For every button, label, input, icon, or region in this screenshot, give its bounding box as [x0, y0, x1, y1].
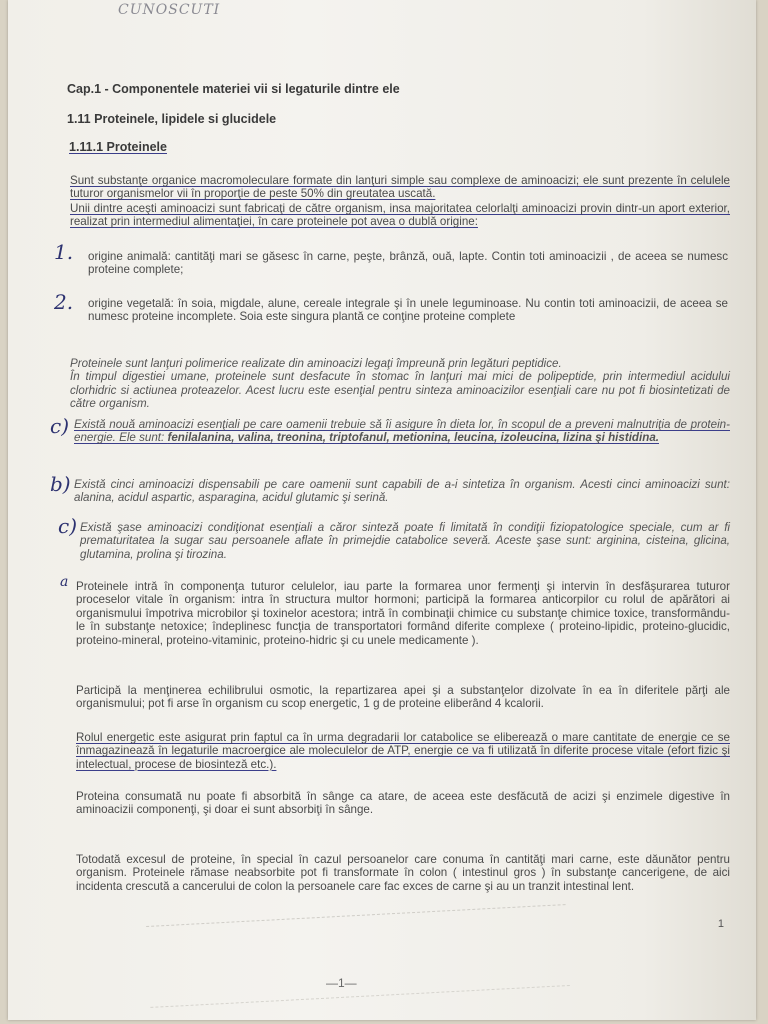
chapter-title: Cap.1 - Componentele materiei vii si legaturile dintre ele	[67, 82, 400, 96]
marker-4: b)	[50, 472, 71, 496]
page-number: 1	[717, 918, 724, 930]
paragraph-excess: Totodată excesul de proteine, în special în cazul persoanelor care conuma în cantităţi mari carne, este dăunător pentru organism. Proteinele rămase neabsorbite pot fi transformate în colon ( intestinul gros ) în substanţe cancerigene, de aici incidenta crescută a cancerului de colon la persoanele care fac exces de carne şi au un tranzit intestinal lent.	[76, 853, 730, 893]
section-title: 1.11 Proteinele, lipidele si glucidele	[67, 112, 277, 126]
subsection-title: 1.11.1 Proteinele	[69, 140, 167, 154]
paragraph-animal-origin: origine animală: cantităţi mari se găsesc în carne, peşte, brânză, ouă, lapte. Contin toti aminoacizii , de aceea se numesc proteine complete;	[88, 250, 728, 277]
marker-5: c)	[58, 514, 78, 538]
paragraph-osmotic: Participă la menţinerea echilibrului osmotic, la repartizarea apei şi a substanţelor dizolvate în ea în diferitele părţi ale organismului; pot fi arse în organism cu scop energetic, 1 g de proteine eliberând 4 kcalorii.	[76, 684, 730, 711]
paragraph-origin: Unii dintre aceşti aminoacizi sunt fabricaţi de către organism, insa majoritatea celorlalţi aminoacizi provin dintr-un aport exterior, realizat prin intermediul alimentaţiei, în care proteinele pot avea o dublă origine:	[70, 202, 730, 229]
handwritten-header: CUNOSCUTI	[118, 2, 221, 18]
marker-3: c)	[50, 414, 70, 438]
paragraph-energy-role: Rolul energetic este asigurat prin faptul ca în urma degradarii lor catabolice se eliberează o mare cantitate de energie ce se înmagazinează în legaturile macroergice ale moleculelor de ATP, energie ce va fi utilizată în diferite procese vitale (efort fizic şi intelectual, procese de biosinteză etc.).	[76, 731, 730, 771]
paragraph-cell-components: Proteinele intră în componenţa tuturor celulelor, iau parte la formarea unor fermenţi şi intervin în desfăşurarea tuturor proceselor vitale în organism: intra în structura multor hormoni; participă la formarea anticorpilor cu rolul de apărători ai organismului împotriva microbilor şi toxinelor acestora; intră în combinaţii chimice cu substanţe chimice toxice, transformându-le în substanţe netoxice; îndeplinesc funcţia de transportatori formând diferite complexe ( proteino-lipidic, proteino-glucidic, proteino-mineral, proteino-vitaminic, proteino-hidric şi cu unele medicamente ).	[76, 580, 730, 647]
faint-handwriting	[146, 904, 570, 1008]
paragraph-vegetal-origin: origine vegetală: în soia, migdale, alune, cereale integrale şi în unele leguminoase. Nu contin toti aminoacizii, de aceea se numesc proteine incomplete. Soia este singura plantă ce conţine proteine complete	[88, 297, 728, 324]
marker-2: 2.	[54, 290, 74, 314]
paragraph-polymer-chains: Proteinele sunt lanţuri polimerice realizate din aminoacizi legaţi împreună prin legături peptidice. În timpul digestiei umane, proteinele sunt desfacute în stomac în lanţuri mai mici de polipeptide, prin intermediul acidului clorhidric si actiunea proteazelor. Acest lucru este esenţial pentru sinteza aminoacizilor esenţiali care nu pot fi biosintetizati de către organism.	[70, 357, 730, 411]
paragraph-absorption: Proteina consumată nu poate fi absorbită în sânge ca atare, de aceea este desfăcută de acizi şi enzimele digestive în aminoacizii componenţi, şi doar ei sunt absorbiţi în sânge.	[76, 790, 730, 817]
marker-6: a	[60, 574, 69, 590]
page-footer: —1—	[326, 976, 357, 990]
paragraph-dispensable-aa: Există cinci aminoacizi dispensabili pe care oamenii sunt capabili de a-i sintetiza în organism. Acesti cinci aminoacizi sunt: alanina, acidul aspartic, asparagina, acidul glutamic şi serină.	[74, 478, 730, 505]
paragraph-intro: Sunt substanţe organice macromoleculare formate din lanţuri simple sau complexe de aminoacizi; ele sunt prezente în celulele tuturor organismelor vii în proporţie de peste 50% din greutatea uscată.	[70, 174, 730, 201]
paragraph-conditional-aa: Există şase aminoacizi condiţionat esenţiali a căror sinteză poate fi limitată în condiţii fiziopatologice speciale, cum ar fi prematuritatea la sugar sau persoanele aflate în primejdie catabolice severă. Aceste şase sunt: arginina, cisteina, glicina, glutamina, prolina şi tirozina.	[80, 521, 730, 561]
essential-aa-list: fenilalanina, valina, treonina, triptofanul, metionina, leucina, izoleucina, lizina şi histidina.	[167, 431, 659, 445]
marker-1: 1.	[54, 240, 74, 264]
essential-aa-text: Există nouă aminoacizi esenţiali pe care oamenii trebuie să îi asigure în dieta lor, în scopul de a preveni malnutriţia de protein-energie. Ele sunt:	[74, 418, 730, 445]
paragraph-essential-aa	[74, 418, 730, 445]
document-page	[8, 0, 756, 1020]
